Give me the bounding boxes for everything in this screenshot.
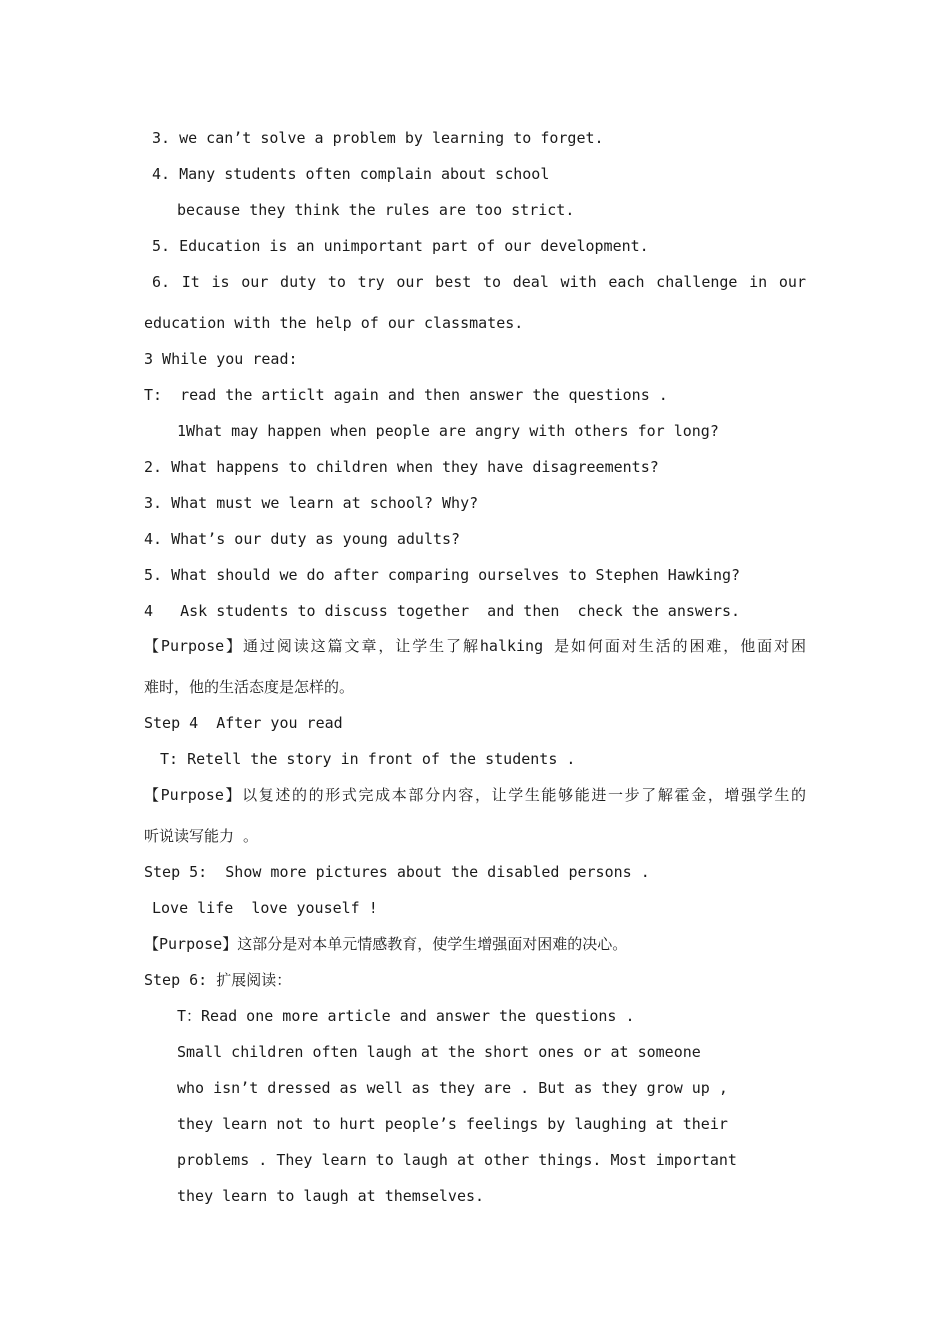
reading-passage-line-3: they learn not to hurt people’s feelings by laughing at their <box>177 1115 728 1133</box>
section-heading-while-you-read: 3 While you read: <box>144 350 298 368</box>
purpose-paragraph-3: 【Purpose】这部分是对本单元情感教育，使学生增强面对困难的决心。 <box>144 935 628 953</box>
step-4-instruction: T: Retell the story in front of the students . <box>160 750 576 768</box>
reading-passage-line-2: who isn’t dressed as well as they are . But as they grow up , <box>177 1079 728 1097</box>
list-item-5: 5. Education is an unimportant part of our development. <box>152 237 649 255</box>
question-4: 4. What’s our duty as young adults? <box>144 530 461 548</box>
purpose-paragraph-2-continued: 听说读写能力 。 <box>144 827 259 845</box>
purpose-paragraph-1-continued: 难时，他的生活态度是怎样的。 <box>144 678 355 696</box>
teacher-instruction: T: read the articlt again and then answer the questions . <box>144 386 668 404</box>
purpose-paragraph-1: 【Purpose】通过阅读这篇文章，让学生了解halking 是如何面对生活的困难，他面对困 <box>144 637 806 655</box>
question-2: 2. What happens to children when they have disagreements? <box>144 458 659 476</box>
list-item-3: 3. we can’t solve a problem by learning to forget. <box>152 129 604 147</box>
reading-passage-line-1: Small children often laugh at the short ones or at someone <box>177 1043 701 1061</box>
list-item-6-continued: education with the help of our classmates. <box>144 314 524 332</box>
reading-passage-line-4: problems . They learn to laugh at other things. Most important <box>177 1151 737 1169</box>
purpose-paragraph-2: 【Purpose】以复述的的形式完成本部分内容，让学生能够能进一步了解霍金，增强学生的 <box>144 786 806 804</box>
step-6-heading: Step 6: 扩展阅读： <box>144 971 292 989</box>
list-item-4-continued: because they think the rules are too strict. <box>177 201 575 219</box>
question-1: 1What may happen when people are angry with others for long? <box>177 422 719 440</box>
step-5-heading: Step 5: Show more pictures about the disabled persons . <box>144 863 650 881</box>
reading-passage-line-5: they learn to laugh at themselves. <box>177 1187 485 1205</box>
list-item-6: 6. It is our duty to try our best to deal with each challenge in our <box>152 273 806 291</box>
list-item-4: 4. Many students often complain about school <box>152 165 550 183</box>
step-4-heading: Step 4 After you read <box>144 714 343 732</box>
question-3: 3. What must we learn at school? Why? <box>144 494 479 512</box>
step-3-item-4: 4 Ask students to discuss together and then check the answers. <box>144 602 741 620</box>
question-5: 5. What should we do after comparing ourselves to Stephen Hawking? <box>144 566 741 584</box>
step-6-instruction: T：Read one more article and answer the questions . <box>177 1007 635 1025</box>
step-5-slogan: Love life love youself ! <box>152 899 378 917</box>
